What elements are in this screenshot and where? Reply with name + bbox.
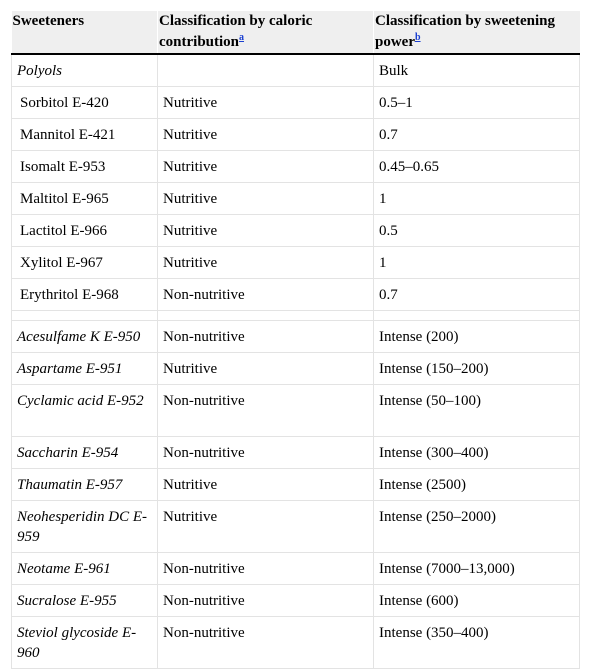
sweetening-power: Intense (200) — [374, 321, 580, 353]
sweetening-power: 0.5–1 — [374, 87, 580, 119]
table-body — [12, 54, 580, 669]
header-caloric-label: Classification by caloric contribution — [159, 13, 313, 50]
sweetening-power: 0.7 — [374, 119, 580, 151]
caloric-classification: Non-nutritive — [158, 437, 374, 469]
sweeteners-table-container — [11, 11, 579, 669]
table-row — [12, 585, 580, 617]
sweeteners-table — [11, 11, 580, 669]
spacer-cell — [158, 311, 374, 321]
spacer-cell — [12, 311, 158, 321]
sweetener-name: Erythritol E-968 — [12, 279, 158, 311]
caloric-classification: Non-nutritive — [158, 585, 374, 617]
sweetener-name: Neotame E-961 — [12, 553, 158, 585]
sweetening-power: Intense (7000–13,000) — [374, 553, 580, 585]
table-row — [12, 119, 580, 151]
sweetener-name: Maltitol E-965 — [12, 183, 158, 215]
table-row — [12, 617, 580, 669]
caloric-classification: Nutritive — [158, 183, 374, 215]
group-power: Bulk — [374, 54, 580, 87]
table-row — [12, 469, 580, 501]
spacer-cell — [374, 311, 580, 321]
sweetener-name: Xylitol E-967 — [12, 247, 158, 279]
sweetener-name: Thaumatin E-957 — [12, 469, 158, 501]
caloric-classification: Nutritive — [158, 87, 374, 119]
header-sweeteners-label: Sweeteners — [12, 13, 85, 29]
caloric-classification: Non-nutritive — [158, 279, 374, 311]
table-row — [12, 215, 580, 247]
caloric-classification: Nutritive — [158, 151, 374, 183]
sweetening-power: Intense (50–100) — [374, 385, 580, 437]
sweetener-name: Cyclamic acid E-952 — [12, 385, 158, 437]
sweetening-power: Intense (2500) — [374, 469, 580, 501]
header-sweetening-power — [374, 11, 580, 54]
spacer-row — [12, 311, 580, 321]
caloric-classification: Non-nutritive — [158, 617, 374, 669]
table-row — [12, 501, 580, 553]
header-row — [12, 11, 580, 54]
caloric-classification: Non-nutritive — [158, 553, 374, 585]
table-row — [12, 437, 580, 469]
sweetener-name: Mannitol E-421 — [12, 119, 158, 151]
caloric-classification: Non-nutritive — [158, 321, 374, 353]
table-row — [12, 247, 580, 279]
footnote-b-link[interactable]: b — [415, 32, 421, 43]
sweetening-power: 1 — [374, 183, 580, 215]
table-header — [12, 11, 580, 54]
caloric-classification: Nutritive — [158, 119, 374, 151]
sweetener-name: Acesulfame K E-950 — [12, 321, 158, 353]
sweetening-power: Intense (300–400) — [374, 437, 580, 469]
sweetener-name: Steviol glycoside E-960 — [12, 617, 158, 669]
sweetening-power: Intense (600) — [374, 585, 580, 617]
footnote-a-link[interactable]: a — [239, 32, 245, 43]
sweetener-name: Aspartame E-951 — [12, 353, 158, 385]
table-row — [12, 87, 580, 119]
sweetening-power: 1 — [374, 247, 580, 279]
sweetening-power: 0.7 — [374, 279, 580, 311]
group-label: Polyols — [12, 54, 158, 87]
table-row — [12, 353, 580, 385]
table-row — [12, 151, 580, 183]
caloric-classification: Nutritive — [158, 247, 374, 279]
sweetening-power: Intense (250–2000) — [374, 501, 580, 553]
sweetener-name: Neohesperidin DC E-959 — [12, 501, 158, 553]
sweetener-name: Saccharin E-954 — [12, 437, 158, 469]
sweetening-power: Intense (150–200) — [374, 353, 580, 385]
sweetener-name: Lactitol E-966 — [12, 215, 158, 247]
sweetener-name: Sorbitol E-420 — [12, 87, 158, 119]
caloric-classification: Nutritive — [158, 469, 374, 501]
table-row — [12, 553, 580, 585]
table-row — [12, 321, 580, 353]
sweetening-power: 0.45–0.65 — [374, 151, 580, 183]
header-caloric — [158, 11, 374, 54]
sweetening-power: 0.5 — [374, 215, 580, 247]
group-caloric-empty — [158, 54, 374, 87]
sweetening-power: Intense (350–400) — [374, 617, 580, 669]
table-row — [12, 279, 580, 311]
caloric-classification: Non-nutritive — [158, 385, 374, 437]
table-row — [12, 183, 580, 215]
table-row — [12, 385, 580, 437]
caloric-classification: Nutritive — [158, 353, 374, 385]
caloric-classification: Nutritive — [158, 215, 374, 247]
sweetener-name: Sucralose E-955 — [12, 585, 158, 617]
caloric-classification: Nutritive — [158, 501, 374, 553]
group-row-polyols — [12, 54, 580, 87]
header-sweeteners — [12, 11, 158, 54]
header-power-label: Classification by sweetening power — [375, 13, 555, 50]
sweetener-name: Isomalt E-953 — [12, 151, 158, 183]
